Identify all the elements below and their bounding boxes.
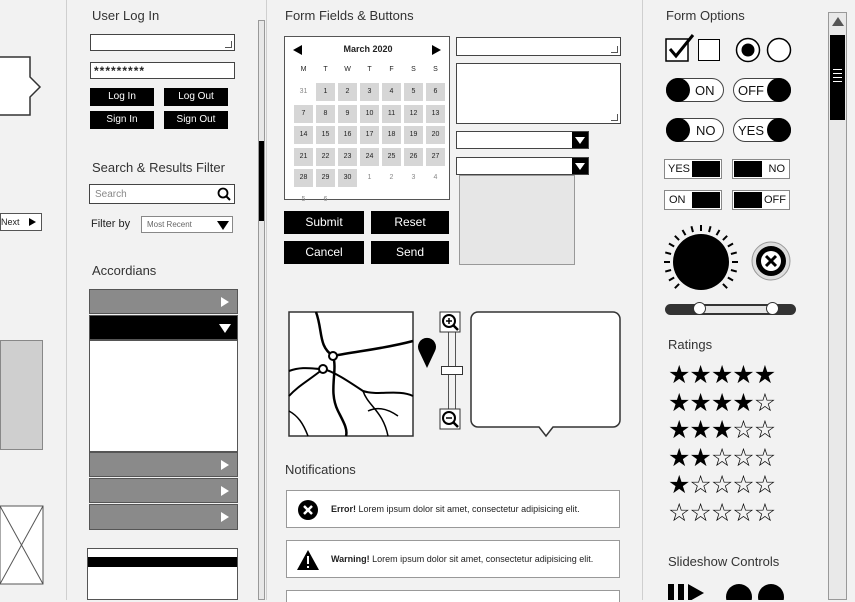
chevron-down-icon [219, 324, 231, 333]
star-empty-icon[interactable]: ☆ [753, 498, 776, 527]
calendar-weekday: F [389, 66, 394, 73]
search-input[interactable] [89, 184, 235, 204]
knob-tick [683, 230, 686, 235]
notifications-title: Notifications [285, 462, 356, 477]
calendar-day[interactable]: 10 [360, 105, 379, 123]
square-toggle-label: ON [669, 194, 686, 206]
square-toggle-knob [734, 161, 762, 177]
calendar-day[interactable]: 22 [316, 148, 335, 166]
notification-text [331, 554, 593, 564]
map-pin-icon [416, 335, 438, 369]
star-empty-icon[interactable]: ☆ [689, 471, 711, 499]
star-filled-icon[interactable]: ★ [710, 388, 733, 417]
form-title: Form Fields & Buttons [285, 8, 414, 23]
signout-button[interactable]: Sign Out [164, 111, 228, 129]
slideshow-title: Slideshow Controls [668, 554, 780, 569]
calendar-day[interactable]: 4 [433, 174, 438, 181]
checkbox-unchecked[interactable] [698, 39, 720, 61]
calendar [284, 36, 450, 203]
knob-tick [665, 252, 671, 254]
notification-text [331, 504, 580, 514]
toggle-off-label: OFF [738, 83, 764, 98]
calendar-day[interactable]: 9 [338, 105, 357, 123]
ratings-title: Ratings [668, 337, 713, 352]
calendar-day[interactable]: 3 [411, 174, 416, 181]
toggle-no-label: NO [696, 123, 716, 138]
play-icon [221, 460, 229, 470]
calendar-weekday: S [433, 66, 438, 73]
star-filled-icon[interactable]: ★ [668, 416, 690, 444]
textarea-field[interactable] [456, 63, 621, 124]
map-widget[interactable] [288, 311, 414, 437]
knob-tick [731, 270, 737, 272]
pause-icon[interactable] [668, 584, 674, 600]
search-icon[interactable] [217, 187, 231, 201]
calendar-day[interactable]: 31 [299, 88, 308, 95]
toggle-yes-label: YES [738, 123, 765, 138]
range-slider[interactable] [665, 304, 796, 315]
square-toggle-label: NO [768, 163, 785, 175]
calendar-day[interactable]: 6 [323, 195, 328, 203]
filter-value: Most Recent [147, 220, 192, 229]
send-button[interactable]: Send [371, 241, 449, 264]
image-placeholder-cross [0, 505, 44, 585]
toggle-knob [666, 78, 690, 102]
calendar-day[interactable]: 5 [404, 83, 423, 101]
knob-tick [728, 278, 733, 281]
chevron-down-icon [575, 163, 585, 170]
calendar-weekday: M [300, 66, 307, 73]
submit-button[interactable]: Submit [284, 211, 364, 234]
speech-bubble [470, 311, 622, 438]
notification-strong: Warning! [331, 554, 370, 564]
calendar-day[interactable]: 6 [426, 83, 445, 101]
checkbox-checked[interactable] [665, 34, 695, 62]
range-handle-high[interactable] [766, 302, 779, 315]
calendar-day[interactable]: 19 [404, 126, 423, 144]
square-toggle-label: OFF [764, 194, 786, 206]
range-fill [698, 306, 772, 313]
reset-button[interactable]: Reset [371, 211, 449, 234]
play-icon [221, 297, 229, 307]
star-filled-icon[interactable]: ★ [732, 388, 754, 417]
star-rating-row[interactable] [668, 443, 776, 472]
square-toggle-off[interactable] [732, 190, 790, 210]
star-rating-row[interactable] [668, 388, 776, 417]
square-toggle-knob [692, 192, 720, 208]
password-value: ********* [94, 64, 146, 78]
select-field-2[interactable] [456, 157, 589, 175]
calendar-day[interactable]: 3 [360, 83, 379, 101]
calendar-day[interactable]: 24 [360, 148, 379, 166]
star-filled-icon[interactable]: ★ [753, 361, 776, 389]
filter-label: Filter by [91, 218, 131, 230]
star-rating-row[interactable] [668, 363, 775, 388]
notification-message: Lorem ipsum dolor sit amet, consectetur adipisicing elit. [356, 504, 580, 514]
mini-accordion-bar[interactable] [88, 557, 237, 567]
toggle-no[interactable] [666, 118, 724, 142]
toggle-knob [767, 78, 791, 102]
signin-button[interactable]: Sign In [90, 111, 154, 129]
range-handle-low[interactable] [693, 302, 706, 315]
accordion-header-4[interactable] [89, 478, 238, 503]
calendar-day[interactable]: 27 [426, 148, 445, 166]
knob-tick [709, 226, 711, 232]
square-toggle-knob [692, 161, 720, 177]
star-filled-icon[interactable]: ★ [689, 416, 711, 444]
star-rating-row[interactable] [668, 418, 775, 443]
panel-scroll-thumb[interactable] [259, 141, 264, 221]
error-x-icon [297, 499, 319, 521]
star-filled-icon[interactable]: ★ [732, 361, 754, 389]
star-empty-icon[interactable]: ☆ [732, 471, 754, 499]
square-toggle-label: YES [668, 163, 691, 175]
star-filled-icon[interactable]: ★ [689, 443, 711, 472]
knob-tick [723, 284, 727, 288]
toggle-knob [666, 118, 690, 142]
calendar-day[interactable]: 25 [382, 148, 401, 166]
calendar-day[interactable]: 21 [294, 148, 313, 166]
calendar-day[interactable]: 30 [338, 169, 357, 187]
star-empty-icon[interactable]: ☆ [753, 443, 776, 472]
close-icon[interactable] [750, 240, 792, 282]
calendar-day[interactable]: 26 [404, 148, 423, 166]
accordion-panel [89, 340, 238, 452]
search-placeholder: Search [95, 189, 127, 200]
warning-triangle-icon [296, 549, 320, 571]
knob-tick [669, 244, 674, 247]
pause-icon-bar [678, 584, 684, 600]
radio-unselected[interactable] [766, 37, 792, 63]
options-title: Form Options [666, 8, 745, 23]
play-icon [221, 486, 229, 496]
play-icon [29, 218, 36, 226]
star-empty-icon[interactable]: ☆ [732, 443, 754, 472]
text-field-1[interactable] [456, 37, 621, 56]
toggle-knob [767, 118, 791, 142]
calendar-day[interactable]: 7 [294, 105, 313, 123]
square-toggle-knob [734, 192, 762, 208]
notification-warning [286, 540, 620, 578]
password-field[interactable] [90, 62, 235, 79]
knob-tick [669, 278, 674, 281]
accordion-header-open[interactable] [89, 315, 238, 340]
star-empty-icon[interactable]: ☆ [753, 416, 776, 444]
next-button[interactable] [0, 213, 42, 231]
star-filled-icon[interactable]: ★ [689, 361, 711, 389]
accordion-header-3[interactable] [89, 452, 238, 477]
next-month-icon[interactable] [432, 45, 441, 55]
star-filled-icon[interactable]: ★ [668, 361, 690, 389]
square-toggle-no[interactable] [732, 159, 790, 179]
zoom-handle[interactable] [441, 366, 463, 375]
accordion-header-5[interactable] [89, 504, 238, 530]
calendar-day[interactable]: 18 [382, 126, 401, 144]
star-empty-icon[interactable]: ☆ [710, 443, 733, 472]
toggle-on-label: ON [695, 83, 715, 98]
star-filled-icon[interactable]: ★ [668, 471, 690, 499]
calendar-day[interactable]: 12 [404, 105, 423, 123]
toggle-yes[interactable] [733, 118, 791, 142]
calendar-day[interactable]: 15 [316, 126, 335, 144]
chevron-down-icon [575, 137, 585, 144]
calendar-day[interactable]: 8 [316, 105, 335, 123]
star-empty-icon[interactable]: ☆ [732, 498, 754, 527]
calendar-day[interactable]: 1 [316, 83, 335, 101]
calendar-weekday: S [411, 66, 416, 73]
star-empty-icon[interactable]: ☆ [753, 388, 776, 417]
calendar-day[interactable]: 13 [426, 105, 445, 123]
cancel-button[interactable]: Cancel [284, 241, 364, 264]
star-empty-icon[interactable]: ☆ [753, 471, 776, 499]
calendar-weekday: T [323, 66, 328, 73]
calendar-day[interactable]: 17 [360, 126, 379, 144]
calendar-weekday: T [367, 66, 372, 73]
calendar-day[interactable]: 14 [294, 126, 313, 144]
calendar-day[interactable]: 11 [382, 105, 401, 123]
select-dropdown-list[interactable] [459, 175, 575, 265]
knob-tick [675, 284, 679, 288]
knob-tick [665, 270, 671, 272]
star-filled-icon[interactable]: ★ [710, 416, 733, 444]
calendar-day[interactable]: 2 [338, 83, 357, 101]
notification-strong: Error! [331, 504, 357, 514]
grip-line [833, 77, 842, 78]
notification-partial [286, 590, 620, 602]
calendar-day[interactable]: 5 [301, 195, 306, 203]
toggle-off[interactable] [733, 78, 791, 102]
scroll-up-icon[interactable] [832, 17, 844, 26]
search-title: Search & Results Filter [92, 160, 225, 175]
star-empty-icon[interactable]: ☆ [710, 498, 733, 527]
rotary-knob[interactable] [663, 224, 739, 300]
slideshow-controls [668, 582, 793, 600]
calendar-day[interactable]: 20 [426, 126, 445, 144]
image-placeholder [0, 340, 43, 450]
accordions-title: Accordians [92, 263, 157, 278]
radio-selected[interactable] [735, 37, 761, 63]
knob-tick [731, 252, 737, 254]
star-empty-icon[interactable]: ☆ [689, 498, 711, 527]
knob-tick [717, 230, 720, 235]
square-toggle-yes[interactable] [664, 159, 722, 179]
chevron-down-icon [217, 221, 229, 230]
calendar-day[interactable]: 23 [338, 148, 357, 166]
calendar-day[interactable]: 16 [338, 126, 357, 144]
callout-shape [0, 55, 45, 117]
knob-tick [675, 236, 679, 240]
calendar-day[interactable]: 28 [294, 169, 313, 187]
panel-scrollbar[interactable] [258, 20, 265, 600]
login-title: User Log In [92, 8, 160, 23]
square-toggle-on[interactable] [664, 190, 722, 210]
prev-icon[interactable] [726, 584, 752, 600]
knob-tick [691, 226, 693, 232]
next-label: Next [1, 217, 20, 227]
star-filled-icon[interactable]: ★ [689, 388, 711, 417]
filter-select[interactable] [141, 216, 233, 233]
logout-button[interactable]: Log Out [164, 88, 228, 106]
mini-accordion [87, 548, 238, 600]
scroll-thumb[interactable] [830, 35, 845, 120]
grip-line [833, 69, 842, 70]
calendar-day[interactable]: 4 [382, 83, 401, 101]
star-rating-row[interactable] [668, 473, 775, 498]
star-empty-icon[interactable]: ☆ [732, 416, 754, 444]
calendar-day[interactable]: 29 [316, 169, 335, 187]
calendar-month: March 2020 [343, 44, 393, 54]
select-field-1[interactable] [456, 131, 589, 149]
next-icon[interactable] [758, 584, 784, 600]
knob-tick [723, 236, 727, 240]
knob-tick [728, 244, 733, 247]
calendar-day[interactable]: 2 [389, 174, 394, 181]
grip-line [833, 73, 842, 74]
toggle-on[interactable] [666, 78, 724, 102]
play-icon[interactable] [688, 584, 704, 600]
window-scrollbar[interactable] [828, 12, 847, 600]
star-filled-icon[interactable]: ★ [668, 388, 690, 417]
star-empty-icon[interactable]: ☆ [710, 471, 733, 499]
zoom-out-icon[interactable] [439, 408, 461, 430]
star-rating-row[interactable] [668, 498, 776, 527]
username-field[interactable] [90, 34, 235, 51]
calendar-weekday: W [344, 66, 351, 73]
notification-message: Lorem ipsum dolor sit amet, consectetur adipisicing elit. [369, 554, 594, 564]
star-filled-icon[interactable]: ★ [668, 443, 690, 472]
notification-error [286, 490, 620, 528]
accordion-header-1[interactable] [89, 289, 238, 314]
zoom-in-icon[interactable] [439, 311, 461, 333]
login-button[interactable]: Log In [90, 88, 154, 106]
calendar-day[interactable]: 1 [367, 174, 372, 181]
grip-line [833, 81, 842, 82]
star-empty-icon[interactable]: ☆ [668, 498, 690, 527]
star-filled-icon[interactable]: ★ [710, 361, 733, 389]
play-icon [221, 512, 229, 522]
